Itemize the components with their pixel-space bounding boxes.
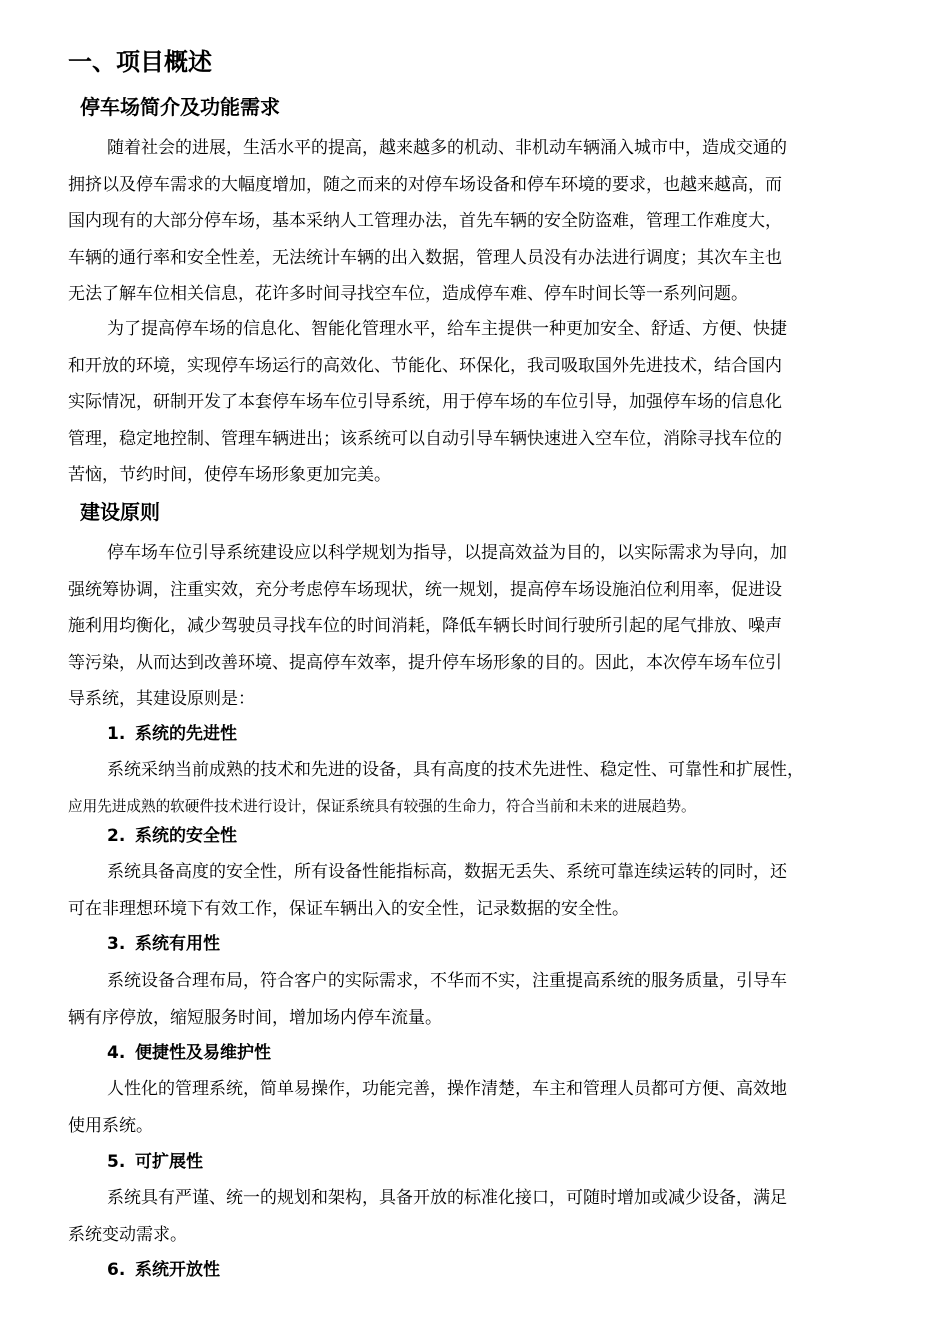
- text-line: 强统筹协调，注重实效，充分考虑停车场现状，统一规划，提高停车场设施泊位利用率，促进设: [68, 579, 782, 600]
- text-line: 系统变动需求。: [68, 1224, 187, 1245]
- principle-heading-4: [107, 1040, 271, 1066]
- principle-number: 6.: [107, 1260, 126, 1280]
- principle-heading-5: [107, 1149, 203, 1175]
- principle-title: 系统开放性: [135, 1260, 220, 1280]
- principle-body-2: [68, 854, 883, 927]
- principle-body-1: [68, 752, 883, 825]
- principle-body-5: [68, 1180, 883, 1253]
- principle-number: 1.: [107, 724, 126, 744]
- principle-number: 2.: [107, 826, 126, 846]
- text-line: 无法了解车位相关信息，花许多时间寻找空车位，造成停车难、停车时间长等一系列问题。: [68, 284, 748, 304]
- principle-title: 系统的先进性: [135, 724, 237, 744]
- text-line: 系统具备高度的安全性，所有设备性能指标高，数据无丢失、系统可靠连续运转的同时，还: [107, 862, 787, 882]
- text-line: 管理，稳定地控制、管理车辆进出；该系统可以自动引导车辆快速进入空车位，消除寻找车位的: [68, 428, 782, 449]
- text-line: 和开放的环境，实现停车场运行的高效化、节能化、环保化，我司吸取国外先进技术，结合国内: [68, 355, 782, 376]
- text-line: 停车场车位引导系统建设应以科学规划为指导，以提高效益为目的，以实际需求为导向，加: [107, 543, 787, 563]
- text-line: 系统设备合理布局，符合客户的实际需求，不华而不实，注重提高系统的服务质量，引导车: [107, 971, 787, 991]
- text-line: 施利用均衡化，减少驾驶员寻找车位的时间消耗，降低车辆长时间行驶所引起的尾气排放、噪声: [68, 616, 782, 636]
- principles-paragraph: [68, 535, 883, 718]
- principle-heading-2: [107, 823, 237, 849]
- text-line: 系统采纳当前成熟的技术和先进的设备，具有高度的技术先进性、稳定性、可靠性和扩展性，: [107, 760, 804, 780]
- text-line: 随着社会的进展，生活水平的提高，越来越多的机动、非机动车辆涌入城市中，造成交通的: [107, 138, 787, 158]
- principle-title: 系统的安全性: [135, 826, 237, 846]
- text-line: 实际情况，研制开发了本套停车场车位引导系统，用于停车场的车位引导，加强停车场的信息化: [68, 392, 782, 412]
- principle-heading-3: [107, 931, 220, 957]
- principle-number: 5.: [107, 1152, 126, 1172]
- text-line: 拥挤以及停车需求的大幅度增加，随之而来的对停车场设备和停车环境的要求，也越来越高，而: [68, 174, 782, 195]
- section-heading-intro: 停车场简介及功能需求: [80, 95, 280, 119]
- principle-heading-1: [107, 721, 237, 747]
- text-line: 导系统，其建设原则是：: [68, 689, 255, 709]
- principle-body-3: [68, 963, 883, 1036]
- principle-number: 4.: [107, 1043, 126, 1063]
- intro-paragraph-1: [68, 130, 883, 313]
- text-line: 可在非理想环境下有效工作，保证车辆出入的安全性，记录数据的安全性。: [68, 898, 629, 919]
- text-line: 应用先进成熟的软硬件技术进行设计，保证系统具有较强的生命力，符合当前和未来的进展趋势。: [68, 797, 696, 815]
- text-line: 系统具有严谨、统一的规划和架构，具备开放的标准化接口，可随时增加或减少设备，满足: [107, 1188, 787, 1208]
- text-line: 人性化的管理系统，简单易操作，功能完善，操作清楚，车主和管理人员都可方便、高效地: [107, 1079, 787, 1099]
- text-line: 使用系统。: [68, 1115, 153, 1136]
- principle-body-4: [68, 1071, 883, 1144]
- text-line: 为了提高停车场的信息化、智能化管理水平，给车主提供一种更加安全、舒适、方便、快捷: [107, 319, 787, 339]
- text-line: 苦恼，节约时间，使停车场形象更加完美。: [68, 465, 391, 485]
- principle-heading-6: [107, 1257, 220, 1283]
- text-line: 国内现有的大部分停车场，基本采纳人工管理办法，首先车辆的安全防盗难，管理工作难度大，: [68, 211, 782, 231]
- text-line: 车辆的通行率和安全性差，无法统计车辆的出入数据，管理人员没有办法进行调度；其次车主也: [68, 247, 782, 268]
- principle-title: 可扩展性: [135, 1152, 203, 1172]
- intro-paragraph-2: [68, 311, 883, 494]
- principle-number: 3.: [107, 934, 126, 954]
- text-line: 辆有序停放，缩短服务时间，增加场内停车流量。: [68, 1007, 442, 1028]
- principle-title: 便捷性及易维护性: [135, 1043, 271, 1063]
- page-title: 一、项目概述: [68, 48, 212, 76]
- principle-title: 系统有用性: [135, 934, 220, 954]
- section-heading-principles: 建设原则: [80, 500, 160, 524]
- text-line: 等污染，从而达到改善环境、提高停车效率，提升停车场形象的目的。因此，本次停车场车位引: [68, 652, 782, 673]
